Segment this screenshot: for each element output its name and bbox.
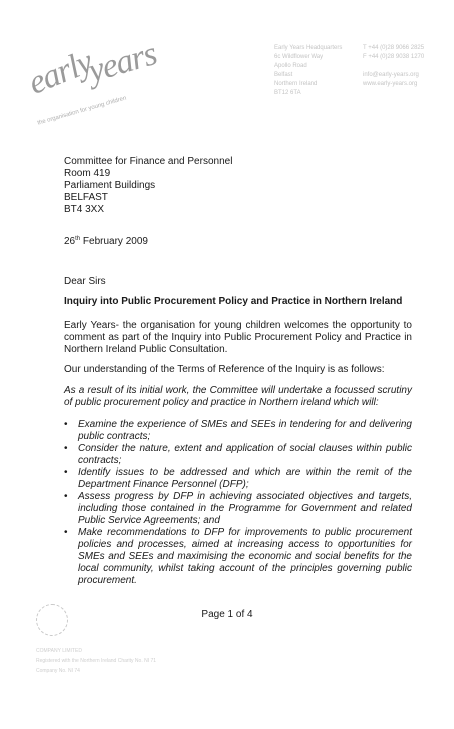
address-line: Early Years Headquarters xyxy=(274,45,343,51)
recipient-line: Committee for Finance and Personnel xyxy=(64,156,233,167)
accreditation-seal-icon xyxy=(36,604,68,636)
bullet-mark: • xyxy=(64,467,68,478)
date-suffix: th xyxy=(75,236,81,242)
address-line: Northern Ireland xyxy=(274,81,318,87)
date-day: 26 xyxy=(64,236,76,247)
letter-footer xyxy=(36,646,156,676)
contact-line xyxy=(363,62,424,71)
date-rest: February 2009 xyxy=(80,236,148,247)
early-years-logo xyxy=(22,35,172,130)
bullet-mark: • xyxy=(64,491,68,502)
list-item-text: Assess progress by DFP in achieving associated objectives and targets, including those contained in the Programme for Government and related Public Service Agreements; and xyxy=(78,491,412,526)
list-item xyxy=(64,527,412,587)
footer-line: Company No. NI 74 xyxy=(36,668,80,674)
list-item-text: Make recommendations to DFP for improvements to public procurement policies and processes, aimed at increasing access to opportunities for SMEs and SEEs and maximising the economic and social benefits for the local community, whilst taking account of the principles governing public procurement. xyxy=(78,527,412,586)
logo-word-years: years xyxy=(84,35,161,90)
terms-quote-paragraph: As a result of its initial work, the Committee will undertake a focussed scrutiny of public procurement policy and practice in Northern ireland which will: xyxy=(64,385,412,408)
address-line: 6c Wildflower Way xyxy=(274,54,324,60)
contact-line: info@early-years.org xyxy=(363,72,419,78)
bullet-mark: • xyxy=(64,443,68,454)
recipient-line: BT4 3XX xyxy=(64,204,105,215)
recipient-line: Room 419 xyxy=(64,168,111,179)
footer-line: COMPANY LIMITED xyxy=(36,648,82,654)
list-item xyxy=(64,443,412,467)
contact-line: F +44 (0)28 9038 1270 xyxy=(363,54,425,60)
address-line: Apollo Road xyxy=(274,63,307,69)
letterhead-contact xyxy=(363,44,424,89)
letterhead-address xyxy=(274,44,342,98)
list-item xyxy=(64,491,412,527)
address-line: Belfast xyxy=(274,72,293,78)
page-number: Page 1 of 4 xyxy=(201,609,253,620)
contact-line: T +44 (0)28 9066 2825 xyxy=(363,45,425,51)
list-item xyxy=(64,467,412,491)
list-item-text: Examine the experience of SMEs and SEEs in tendering for and delivering public contracts; xyxy=(78,419,412,442)
subject-heading: Inquiry into Public Procurement Policy and Practice in Northern Ireland xyxy=(64,296,403,307)
recipient-line: Parliament Buildings xyxy=(64,180,156,191)
address-line: BT12 6TA xyxy=(274,90,301,96)
intro-paragraph: Early Years- the organisation for young children welcomes the opportunity to comment as part of the Inquiry into Public Procurement Policy and Practice in Northern Ireland Public Consultation. xyxy=(64,320,412,355)
recipient-line: BELFAST xyxy=(64,192,108,203)
letter-date xyxy=(64,236,148,247)
list-item xyxy=(64,419,412,443)
recipient-address xyxy=(64,156,232,216)
list-item-text: Identify issues to be addressed and which are within the remit of the Department Finance Personnel (DFP); xyxy=(78,467,412,490)
bullet-mark: • xyxy=(64,419,68,430)
terms-list xyxy=(64,419,412,587)
footer-line: Registered with the Northern Ireland Charity No. NI 71 xyxy=(36,658,157,664)
terms-intro-paragraph: Our understanding of the Terms of Reference of the Inquiry is as follows: xyxy=(64,364,385,375)
list-item-text: Consider the nature, extent and application of social clauses within public contracts; xyxy=(78,443,412,466)
bullet-mark: • xyxy=(64,527,68,538)
logo-tagline: the organisation for young children xyxy=(36,95,128,127)
logo-word-early: early xyxy=(23,43,98,102)
contact-line: www.early-years.org xyxy=(363,81,418,87)
salutation: Dear Sirs xyxy=(64,276,106,287)
